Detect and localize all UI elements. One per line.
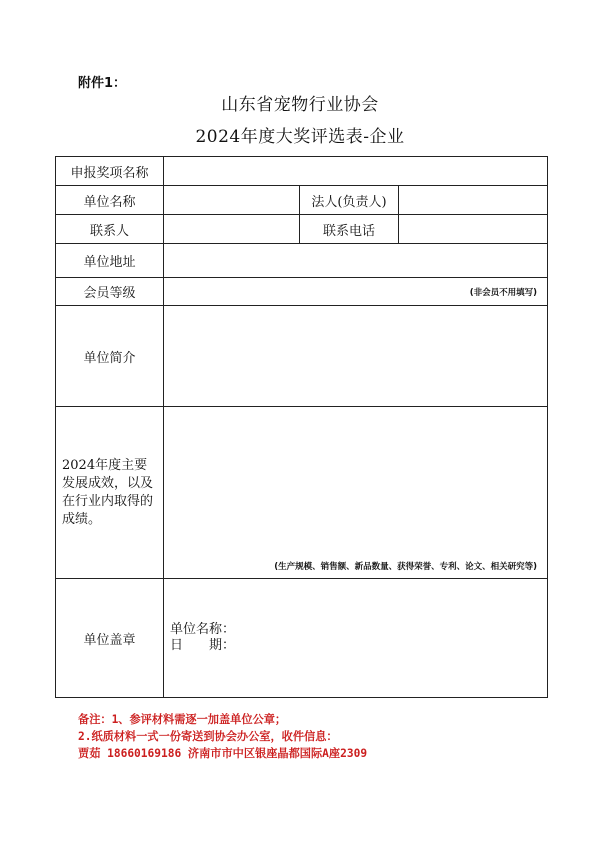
unit-name-label: 单位名称: [56, 186, 164, 215]
remark-line-2: 2.纸质材料一式一份寄送到协会办公室，收件信息：: [78, 730, 338, 743]
contact-label: 联系人: [56, 215, 164, 244]
row-seal: [56, 579, 548, 698]
contact-phone-field[interactable]: [399, 215, 548, 244]
row-intro: [56, 306, 548, 407]
form-title: 2024年度大奖评选表-企业: [195, 127, 405, 147]
intro-label: 单位简介: [56, 306, 164, 407]
seal-unit-name: 单位名称：: [170, 622, 236, 637]
remarks: [78, 711, 367, 762]
org-title: 山东省宠物行业协会: [221, 95, 379, 115]
row-member-level: [56, 278, 548, 306]
row-award-name: [56, 157, 548, 186]
seal-date: 日 期：: [170, 638, 236, 653]
seal-label: 单位盖章: [56, 579, 164, 698]
intro-field[interactable]: [164, 306, 548, 407]
remark-line-1: 备注：1、参评材料需逐一加盖单位公章；: [78, 713, 287, 726]
legal-person-label: 法人(负责人): [300, 186, 399, 215]
award-name-field[interactable]: [164, 157, 548, 186]
legal-person-field[interactable]: [399, 186, 548, 215]
achievement-label: 2024年度主要发展成效，以及在行业内取得的成绩。: [56, 407, 164, 579]
row-contact: [56, 215, 548, 244]
address-field[interactable]: [164, 244, 548, 278]
address-label: 单位地址: [56, 244, 164, 278]
remark-line-3: 贾茹 18660169186 济南市市中区银座晶都国际A座2309: [78, 747, 368, 760]
seal-field[interactable]: [164, 579, 548, 698]
unit-name-field[interactable]: [164, 186, 300, 215]
member-level-field[interactable]: [164, 278, 548, 306]
member-level-note: (非会员不用填写): [469, 287, 538, 298]
achievement-field[interactable]: [164, 407, 548, 579]
attachment-label: 附件1：: [78, 76, 127, 91]
row-unit-name: [56, 186, 548, 215]
application-form-table: [55, 156, 548, 698]
contact-field[interactable]: [164, 215, 300, 244]
member-level-label: 会员等级: [56, 278, 164, 306]
contact-phone-label: 联系电话: [300, 215, 399, 244]
row-achievements: [56, 407, 548, 579]
row-address: [56, 244, 548, 278]
award-name-label: 申报奖项名称: [56, 157, 164, 186]
achievement-note: (生产规模、销售额、新品数量、获得荣誉、专利、论文、相关研究等): [274, 562, 538, 572]
